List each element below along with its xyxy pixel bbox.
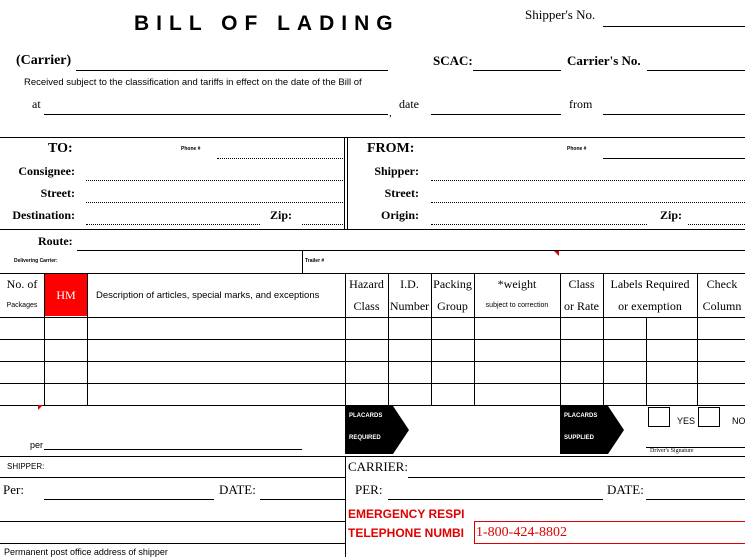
delivering-carrier-label: Delivering Carrier:	[14, 258, 58, 264]
from-field[interactable]	[603, 114, 745, 115]
labels-required-header: Labels Required	[610, 277, 690, 291]
route-label: Route:	[38, 234, 73, 248]
to-phone-field[interactable]	[217, 158, 343, 159]
origin-field[interactable]	[431, 224, 647, 225]
footer-carrier-field[interactable]	[408, 477, 745, 478]
no-of-header: No. of	[6, 277, 38, 291]
class-header: Class	[568, 277, 595, 291]
footer-date-label-left: DATE:	[219, 482, 256, 497]
consignee-label: Consignee:	[18, 164, 75, 178]
emergency-response-label: EMERGENCY RESPI	[348, 507, 465, 521]
column-header: Column	[702, 299, 742, 313]
check-header: Check	[706, 277, 738, 291]
from-phone-field[interactable]	[603, 158, 745, 159]
packing-group-header: Group	[437, 299, 468, 313]
footer-line-left-2	[0, 543, 345, 544]
carriers-no-field[interactable]	[647, 70, 745, 71]
shipper-label: Shipper:	[374, 164, 419, 178]
consignee-field[interactable]	[86, 180, 343, 181]
emergency-phone-value: 1-800-424-8802	[476, 525, 567, 540]
id-number-header: Number	[389, 299, 430, 313]
no-label: NO	[732, 416, 745, 426]
shippers-no-field[interactable]	[603, 26, 745, 27]
carrier-field[interactable]	[76, 70, 388, 71]
yes-checkbox[interactable]	[648, 407, 670, 427]
footer-per-field-right[interactable]	[388, 499, 603, 500]
subject-to-correction: subject to correction	[485, 302, 549, 309]
required-label: REQUIRED	[349, 435, 381, 441]
id-header: I.D.	[400, 277, 419, 291]
from-zip-field[interactable]	[688, 224, 745, 225]
hazard-header: Hazard	[349, 277, 384, 291]
footer-date-field-left[interactable]	[260, 499, 345, 500]
per-field[interactable]	[44, 449, 302, 450]
carrier-label: (Carrier)	[16, 53, 72, 68]
packages-header: Packages	[6, 302, 38, 309]
scac-field[interactable]	[473, 70, 561, 71]
origin-label: Origin:	[381, 208, 419, 222]
from-street-field[interactable]	[431, 202, 745, 203]
trailer-label: Trailer #	[305, 258, 325, 264]
weight-header: *weight	[497, 277, 537, 291]
date-field[interactable]	[431, 114, 561, 115]
row-divider	[0, 339, 745, 340]
route-top-border	[0, 229, 745, 230]
destination-label: Destination:	[12, 208, 75, 222]
supplied-label: SUPPLIED	[564, 435, 595, 441]
emergency-phone-border-top	[474, 521, 745, 522]
shippers-no-label: Shipper's No.	[525, 7, 596, 22]
placards-label-1: PLACARDS	[349, 413, 383, 419]
from-phone-label: Phone #	[567, 146, 587, 152]
row-divider	[0, 361, 745, 362]
shipper-field[interactable]	[431, 180, 745, 181]
to-zip-field[interactable]	[302, 224, 343, 225]
from-label: from	[569, 97, 593, 111]
section-divider	[0, 137, 745, 138]
or-exemption-header: or exemption	[618, 299, 682, 313]
emergency-phone-border-bottom	[474, 543, 745, 544]
or-rate-header: or Rate	[564, 299, 599, 313]
route-field[interactable]	[77, 250, 745, 251]
per-label: per	[30, 440, 44, 450]
placards-supplied-arrow	[608, 406, 624, 454]
to-street-label: Street:	[40, 186, 75, 200]
yes-label: YES	[677, 416, 696, 426]
footer-divider	[345, 456, 346, 557]
comma: ,	[389, 107, 392, 119]
footer-date-label-right: DATE:	[607, 482, 644, 497]
to-phone-label: Phone #	[181, 146, 201, 152]
footer-carrier-label: CARRIER:	[348, 459, 408, 474]
footer-date-field-right[interactable]	[646, 499, 745, 500]
placards-required-arrow	[393, 406, 409, 454]
to-street-field[interactable]	[86, 202, 343, 203]
footer-top-border	[0, 456, 745, 457]
placards-label-2: PLACARDS	[564, 413, 598, 419]
no-checkbox[interactable]	[698, 407, 720, 427]
description-header: Description of articles, special marks, and exceptions	[96, 290, 320, 301]
at-label: at	[32, 97, 41, 111]
footer-shipper-field[interactable]	[0, 477, 345, 478]
to-heading: TO:	[48, 141, 73, 156]
permanent-address-label: Permanent post office address of shipper	[4, 547, 168, 557]
footer-per-label-left: Per:	[3, 482, 24, 497]
hm-header: HM	[56, 288, 76, 302]
document-title: BILL OF LADING	[134, 12, 400, 35]
footer-line-left-1	[0, 521, 345, 522]
carriers-no-label: Carrier's No.	[567, 53, 641, 68]
destination-field[interactable]	[86, 224, 260, 225]
packing-header: Packing	[433, 277, 472, 291]
from-heading: FROM:	[367, 141, 415, 156]
telephone-number-label: TELEPHONE NUMBI	[348, 526, 465, 540]
emergency-phone-border-left	[474, 521, 475, 543]
to-zip-label: Zip:	[270, 208, 293, 222]
footer-per-label-right: PER:	[355, 482, 383, 497]
footer-per-field-left[interactable]	[44, 499, 214, 500]
comment-marker	[554, 251, 559, 256]
date-label: date	[399, 97, 419, 111]
hazard-class-header: Class	[353, 299, 380, 313]
footer-shipper-label: SHIPPER:	[7, 462, 45, 471]
received-text: Received subject to the classification and tariffs in effect on the date of the Bill of	[24, 77, 362, 88]
table-top-border	[0, 273, 745, 274]
scac-label: SCAC:	[433, 53, 473, 68]
row-divider	[0, 383, 745, 384]
row-divider	[0, 317, 745, 318]
to-from-divider	[344, 137, 345, 229]
from-zip-label: Zip:	[660, 208, 683, 222]
at-field[interactable]	[44, 114, 388, 115]
from-street-label: Street:	[384, 186, 419, 200]
drivers-signature-label: Driver's Signature	[650, 448, 694, 454]
comment-marker-2	[38, 405, 43, 410]
trailer-divider	[302, 251, 303, 273]
